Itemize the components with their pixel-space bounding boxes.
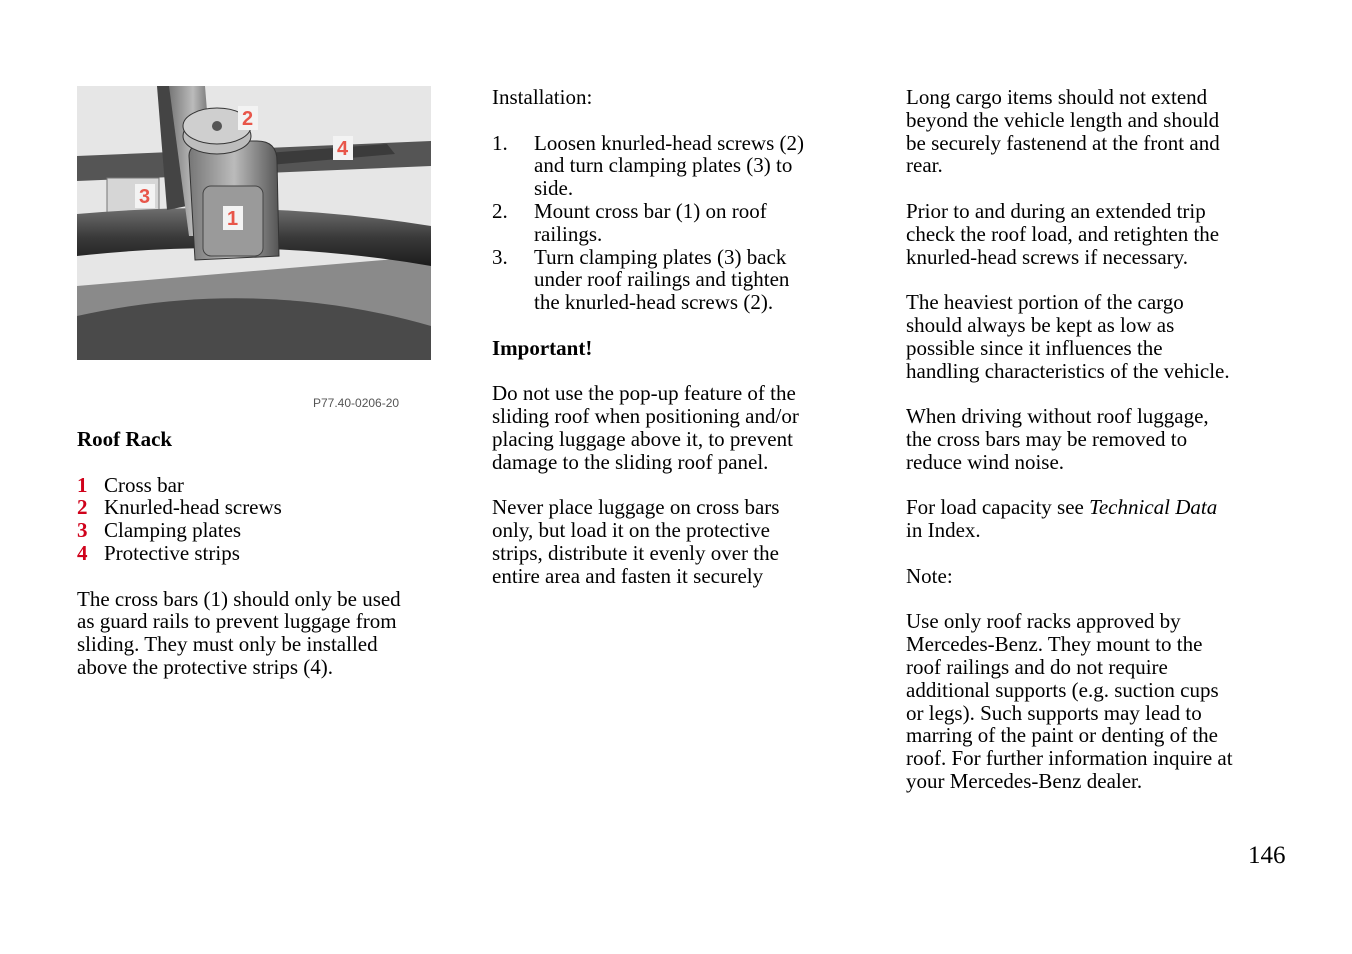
step-item: [492, 246, 837, 314]
text-line: above the protective strips (4).: [77, 654, 333, 679]
text-line: knurled-head screws if necessary.: [906, 244, 1189, 269]
text-line: side.: [534, 176, 574, 201]
text-line: roof. For further information inquire at: [906, 746, 1233, 771]
text-line: or legs). Such supports may lead to: [906, 700, 1202, 725]
text-line: only, but load it on the protective: [492, 518, 770, 543]
legend-number: 4: [77, 540, 88, 565]
text-line: the cross bars may be removed to: [906, 426, 1188, 451]
text-line: roof railings and do not require: [906, 654, 1168, 679]
callout-1: 1: [227, 208, 239, 230]
callout-3: 3: [139, 186, 151, 208]
luggage-paragraph: [492, 496, 837, 587]
legend-number: 2: [77, 495, 88, 520]
text-line: additional supports (e.g. suction cups: [906, 677, 1219, 702]
text-line: rear.: [906, 153, 943, 178]
approved-racks-paragraph: [906, 610, 1266, 792]
text-line: placing luggage above it, to prevent: [492, 426, 793, 451]
page-number: 146: [1248, 842, 1286, 869]
legend-item: [77, 542, 437, 565]
text-line: damage to the sliding roof panel.: [492, 449, 769, 474]
text-line: possible since it influences the: [906, 335, 1163, 360]
load-capacity-paragraph: [906, 496, 1266, 542]
text-line: the knurled-head screws (2).: [534, 290, 774, 315]
roof-rack-drawing: [77, 86, 431, 360]
text-line: should always be kept as low as: [906, 312, 1175, 337]
step-item: [492, 200, 837, 246]
text-line: entire area and fasten it securely: [492, 563, 764, 588]
legend-item: [77, 474, 437, 497]
callout-2: 2: [242, 108, 254, 130]
text-line: handling characteristics of the vehicle.: [906, 358, 1230, 383]
installation-heading: Installation:: [492, 85, 593, 109]
left-column: [77, 86, 437, 679]
text-line: railings.: [534, 221, 603, 246]
text-line: The heaviest portion of the cargo: [906, 290, 1184, 315]
technical-data-reference: Technical Data: [1089, 495, 1218, 520]
installation-steps: [492, 132, 837, 314]
text-line: in Index.: [906, 518, 981, 543]
text-line: your Mercedes-Benz dealer.: [906, 768, 1143, 793]
extended-trip-paragraph: [906, 200, 1266, 268]
text-line: and turn clamping plates (3) to: [534, 153, 793, 178]
text-line: Mount cross bar (1) on roof: [534, 198, 767, 223]
long-cargo-paragraph: [906, 86, 1266, 177]
step-number: 2.: [492, 198, 508, 223]
text-line: Long cargo items should not extend: [906, 85, 1208, 109]
text-line: sliding roof when positioning and/or: [492, 404, 799, 429]
legend-number: 1: [77, 472, 88, 497]
text-line: reduce wind noise.: [906, 449, 1065, 474]
text-line: Use only roof racks approved by: [906, 609, 1181, 634]
callout-4: 4: [337, 138, 349, 160]
legend-label: Clamping plates: [104, 518, 242, 543]
capacity-prefix: For load capacity see: [906, 495, 1090, 520]
text-line: marring of the paint or denting of the: [906, 723, 1218, 748]
roof-rack-illustration: [77, 86, 431, 360]
legend: [77, 474, 437, 565]
note-heading: Note:: [906, 563, 953, 588]
text-line: Never place luggage on cross bars: [492, 495, 780, 520]
middle-column: [492, 86, 837, 588]
step-item: [492, 132, 837, 200]
text-line: Loosen knurled-head screws (2): [534, 130, 804, 155]
legend-item: [77, 496, 437, 519]
legend-label: Knurled-head screws: [104, 495, 282, 520]
legend-label: Protective strips: [104, 540, 240, 565]
text-line: Do not use the pop-up feature of the: [492, 381, 796, 406]
text-line: check the roof load, and retighten the: [906, 221, 1220, 246]
figure-code: P77.40-0206-20: [313, 396, 400, 410]
text-line: as guard rails to prevent luggage from: [77, 609, 397, 634]
text-line: be securely fastenend at the front and: [906, 130, 1220, 155]
step-number: 3.: [492, 244, 508, 269]
text-line: sliding. They must only be installed: [77, 632, 378, 657]
important-heading: Important!: [492, 335, 593, 360]
text-line: Mercedes-Benz. They mount to the: [906, 632, 1203, 657]
text-line: The cross bars (1) should only be used: [77, 586, 401, 611]
text-line: under roof railings and tighten: [534, 267, 790, 292]
wind-noise-paragraph: [906, 405, 1266, 473]
text-line: Prior to and during an extended trip: [906, 198, 1206, 223]
text-line: [906, 496, 1266, 519]
text-line: Turn clamping plates (3) back: [534, 244, 787, 269]
text-line: beyond the vehicle length and should: [906, 107, 1220, 132]
text-line: When driving without roof luggage,: [906, 404, 1209, 429]
cross-bar-paragraph: [77, 588, 437, 679]
text-line: strips, distribute it evenly over the: [492, 540, 779, 565]
legend-label: Cross bar: [104, 472, 184, 497]
sliding-roof-paragraph: [492, 382, 837, 473]
right-column: [906, 86, 1266, 793]
heaviest-cargo-paragraph: [906, 291, 1266, 382]
section-title: Roof Rack: [77, 427, 173, 451]
step-number: 1.: [492, 130, 508, 155]
legend-item: [77, 519, 437, 542]
legend-number: 3: [77, 518, 88, 543]
